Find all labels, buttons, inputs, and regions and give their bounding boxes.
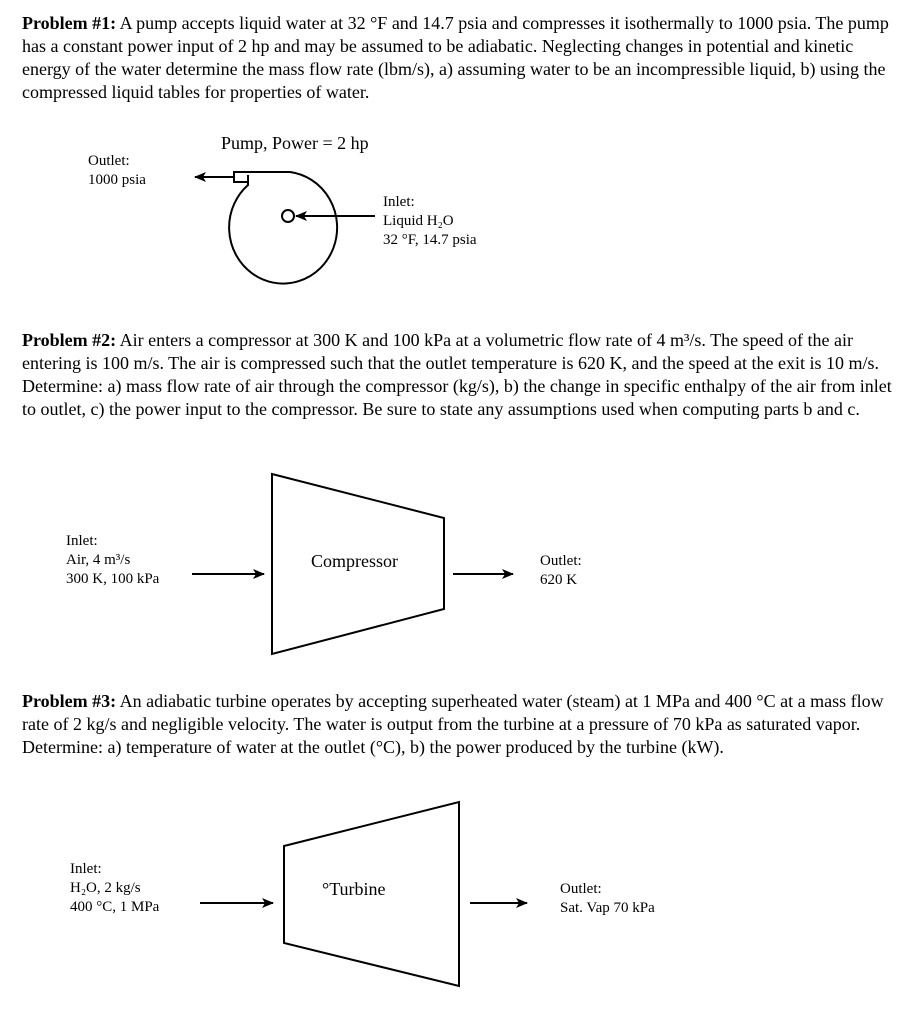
turbine-outlet-line-2: Sat. Vap 70 kPa [560, 900, 655, 916]
pump-outlet-line-2: 1000 psia [88, 172, 146, 188]
pump-casing [229, 172, 337, 284]
pump-outlet-line-1: Outlet: [88, 153, 130, 169]
turbine-outlet-line-1: Outlet: [560, 881, 602, 897]
pump-inlet-line-2: Liquid H₂O [383, 213, 454, 229]
compressor-icon [192, 474, 513, 654]
turbine-inlet-line-2: H₂O, 2 kg/s [70, 880, 141, 896]
turbine-label: °Turbine [322, 879, 386, 899]
pump-power-label: Pump, Power = 2 hp [221, 133, 369, 153]
compressor-inlet-line-2: Air, 4 m³/s [66, 552, 131, 568]
pump-impeller-eye [282, 210, 294, 222]
turbine-inlet-line-3: 400 °C, 1 MPa [70, 899, 160, 915]
problem-2-text: Air enters a compressor at 300 K and 100 kPa at a volumetric flow rate of 4 m³/s. The speed of the air entering is 100 m/s. The air is compressed such that the outlet temperature is 620 K, and the speed at the exit is 10 m/s. Determine: a) mass flow rate of air through the compressor (kg/s), b) the change in specific enthalpy of the air from inlet to outlet, c) the power input to the compressor. Be sure to state any assumptions used when computing parts b and c. [22, 330, 892, 419]
problem-1-text: A pump accepts liquid water at 32 °F and 14.7 psia and compresses it isothermally to 1000 psia. The pump has a constant power input of 2 hp and may be assumed to be adiabatic. Neglecting changes in potential and kinetic energy of the water determine the mass flow rate (lbm/s), a) assuming water to be an incompressible liquid, b) using the compressed liquid tables for properties of water. [22, 13, 889, 102]
compressor-inlet-line-1: Inlet: [66, 533, 98, 549]
problem-2-heading: Problem #2: [22, 330, 117, 350]
pump-inlet-line-1: Inlet: [383, 194, 415, 210]
compressor-label: Compressor [311, 551, 398, 571]
pump-icon [195, 172, 375, 284]
pump-inlet-line-3: 32 °F, 14.7 psia [383, 232, 477, 248]
problem-3-text: An adiabatic turbine operates by accepting superheated water (steam) at 1 MPa and 400 °C at a mass flow rate of 2 kg/s and negligible velocity. The water is output from the turbine at a pressure of 70 kPa as saturated vapor. Determine: a) temperature of water at the outlet (°C), b) the power produced by the turbine (kW). [22, 691, 884, 757]
compressor-inlet-line-3: 300 K, 100 kPa [66, 571, 160, 587]
compressor-body [272, 474, 444, 654]
compressor-outlet-line-1: Outlet: [540, 553, 582, 569]
problem-1-heading: Problem #1: [22, 13, 117, 33]
problem-3-heading: Problem #3: [22, 691, 117, 711]
turbine-body [284, 802, 459, 986]
compressor-outlet-line-2: 620 K [540, 572, 578, 588]
turbine-inlet-line-1: Inlet: [70, 861, 102, 877]
turbine-icon [200, 802, 527, 986]
